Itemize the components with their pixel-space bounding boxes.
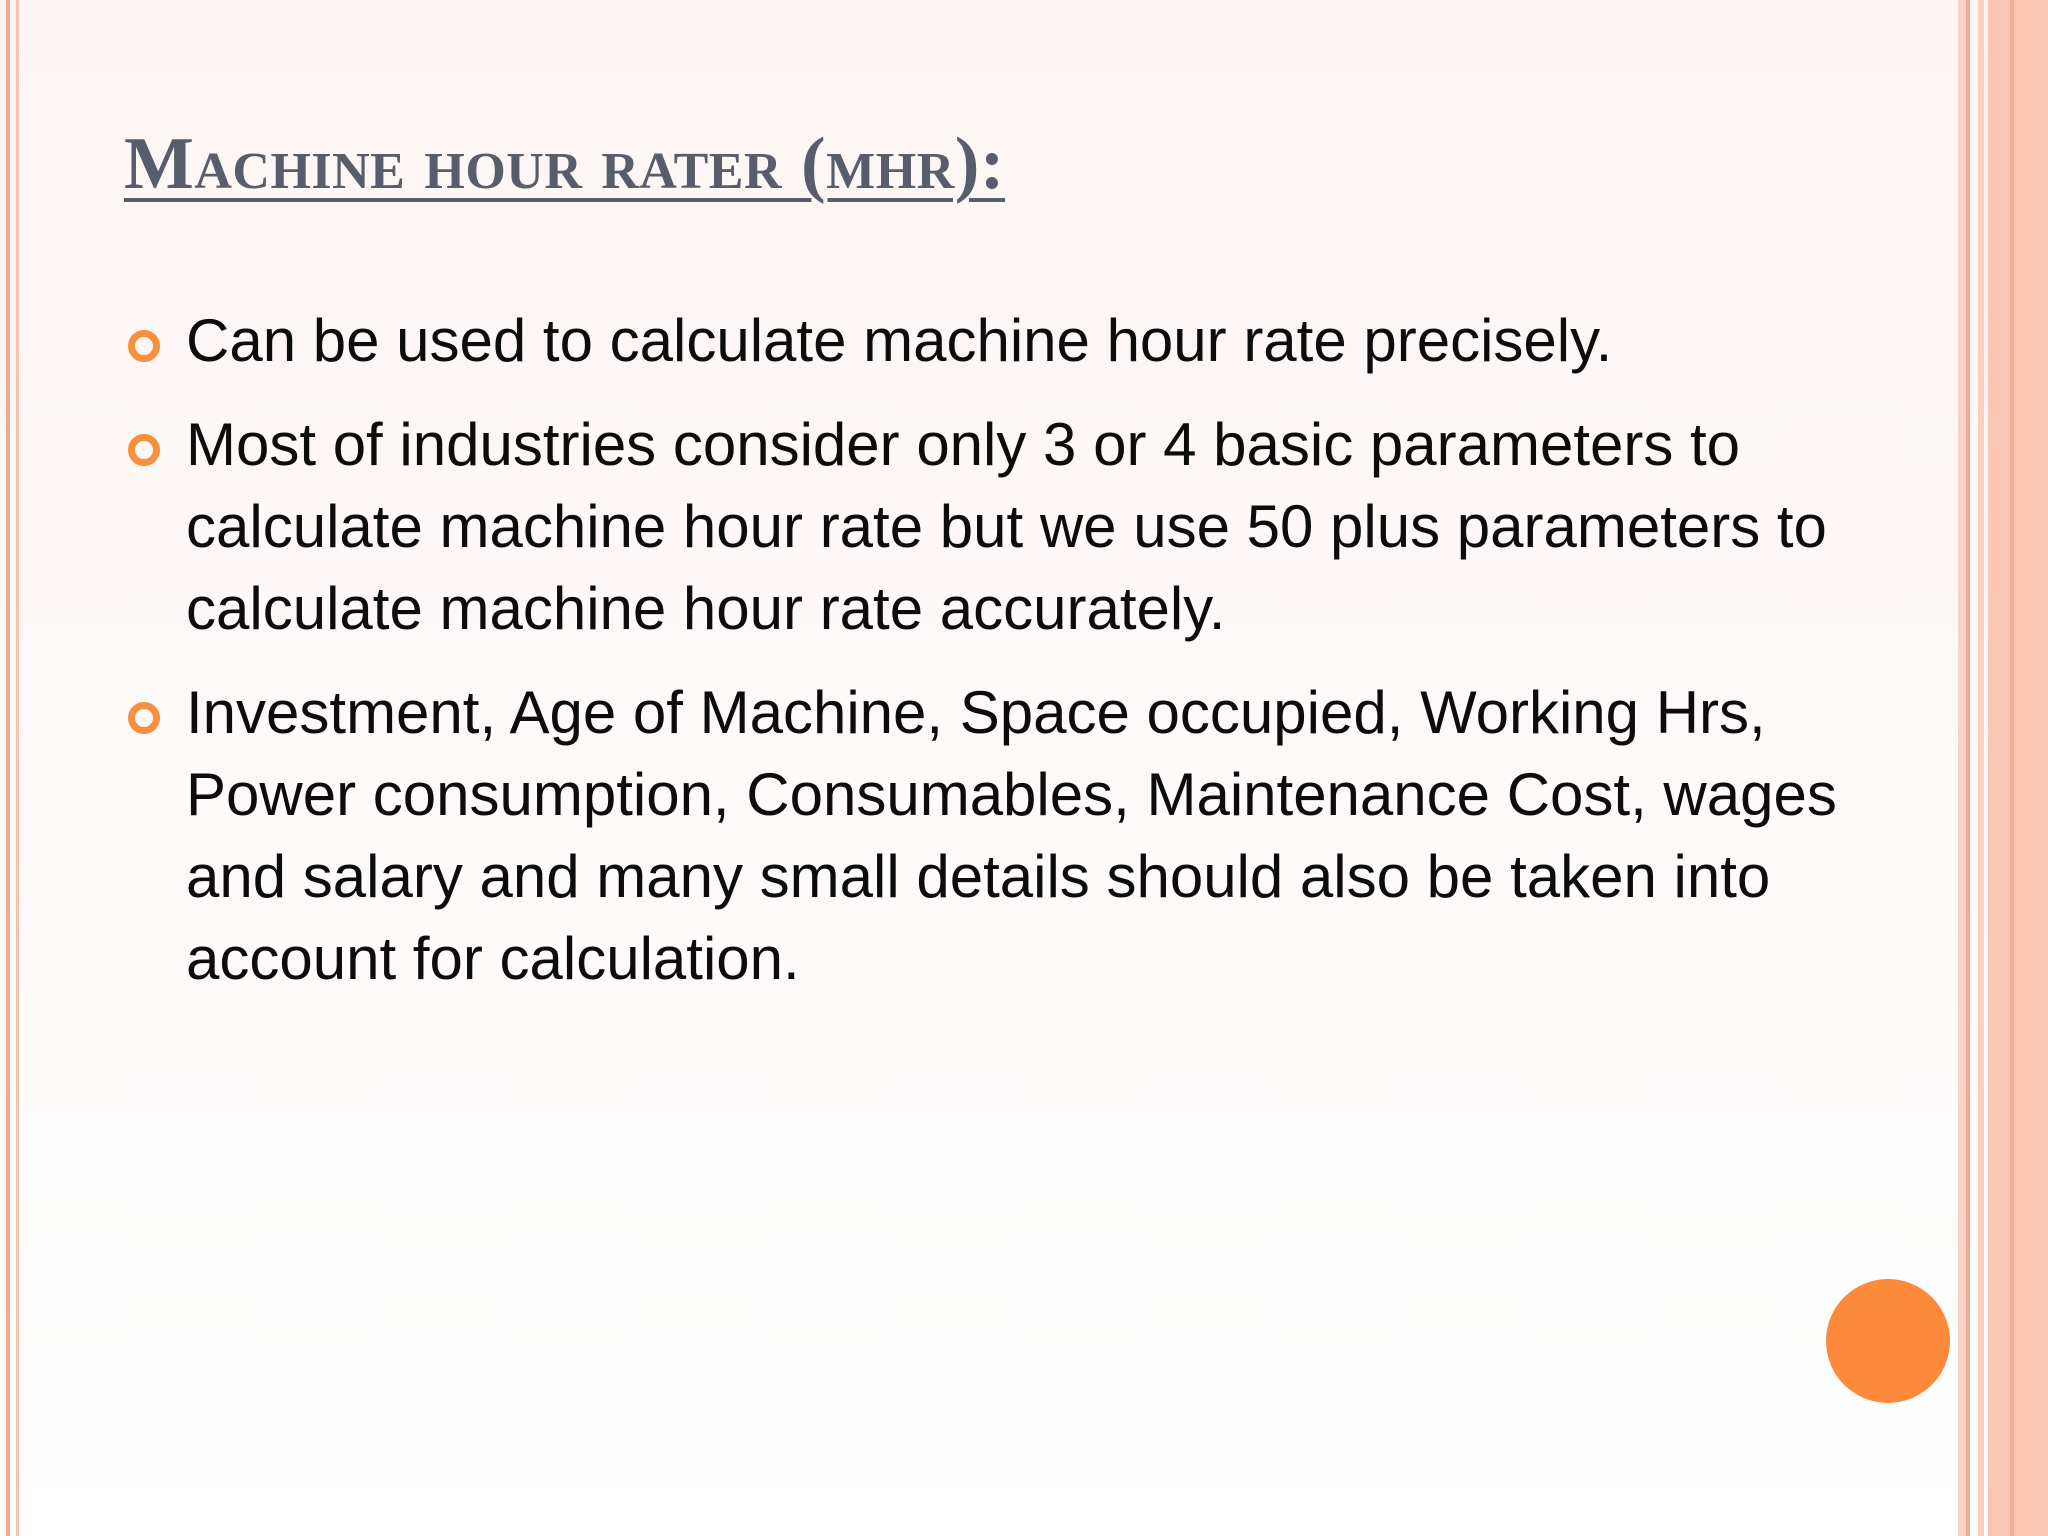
bullet-text: Most of industries consider only 3 or 4 basic parameters to calculate machine hour rate but we use 50 plus parameters to calculate machine hour rate accurately.	[186, 411, 1827, 642]
right-border-stripe	[1958, 0, 1966, 1536]
circle-bullet-icon	[128, 434, 160, 466]
right-border-stripe	[1988, 0, 2048, 1536]
left-border-line	[6, 0, 10, 1536]
bullet-item	[124, 404, 1904, 650]
circle-bullet-icon	[128, 702, 160, 734]
bullet-list	[124, 300, 1904, 1022]
bullet-text: Can be used to calculate machine hour rate precisely.	[186, 307, 1613, 374]
bullet-item	[124, 672, 1904, 1000]
orange-dot-icon	[1826, 1279, 1950, 1403]
slide-title: Machine hour rater (mhr):	[124, 123, 1006, 205]
right-border-stripe	[1966, 0, 1970, 1536]
circle-bullet-icon	[128, 330, 160, 362]
left-border-line-inner	[16, 0, 19, 1536]
right-border-stripe	[2010, 0, 2014, 1536]
bullet-item	[124, 300, 1904, 382]
right-border-stripe	[1978, 0, 1984, 1536]
bullet-text: Investment, Age of Machine, Space occupied, Working Hrs, Power consumption, Consumables, Maintenance Cost, wages and salary and many small details should also be taken into account for calculation.	[186, 679, 1837, 992]
